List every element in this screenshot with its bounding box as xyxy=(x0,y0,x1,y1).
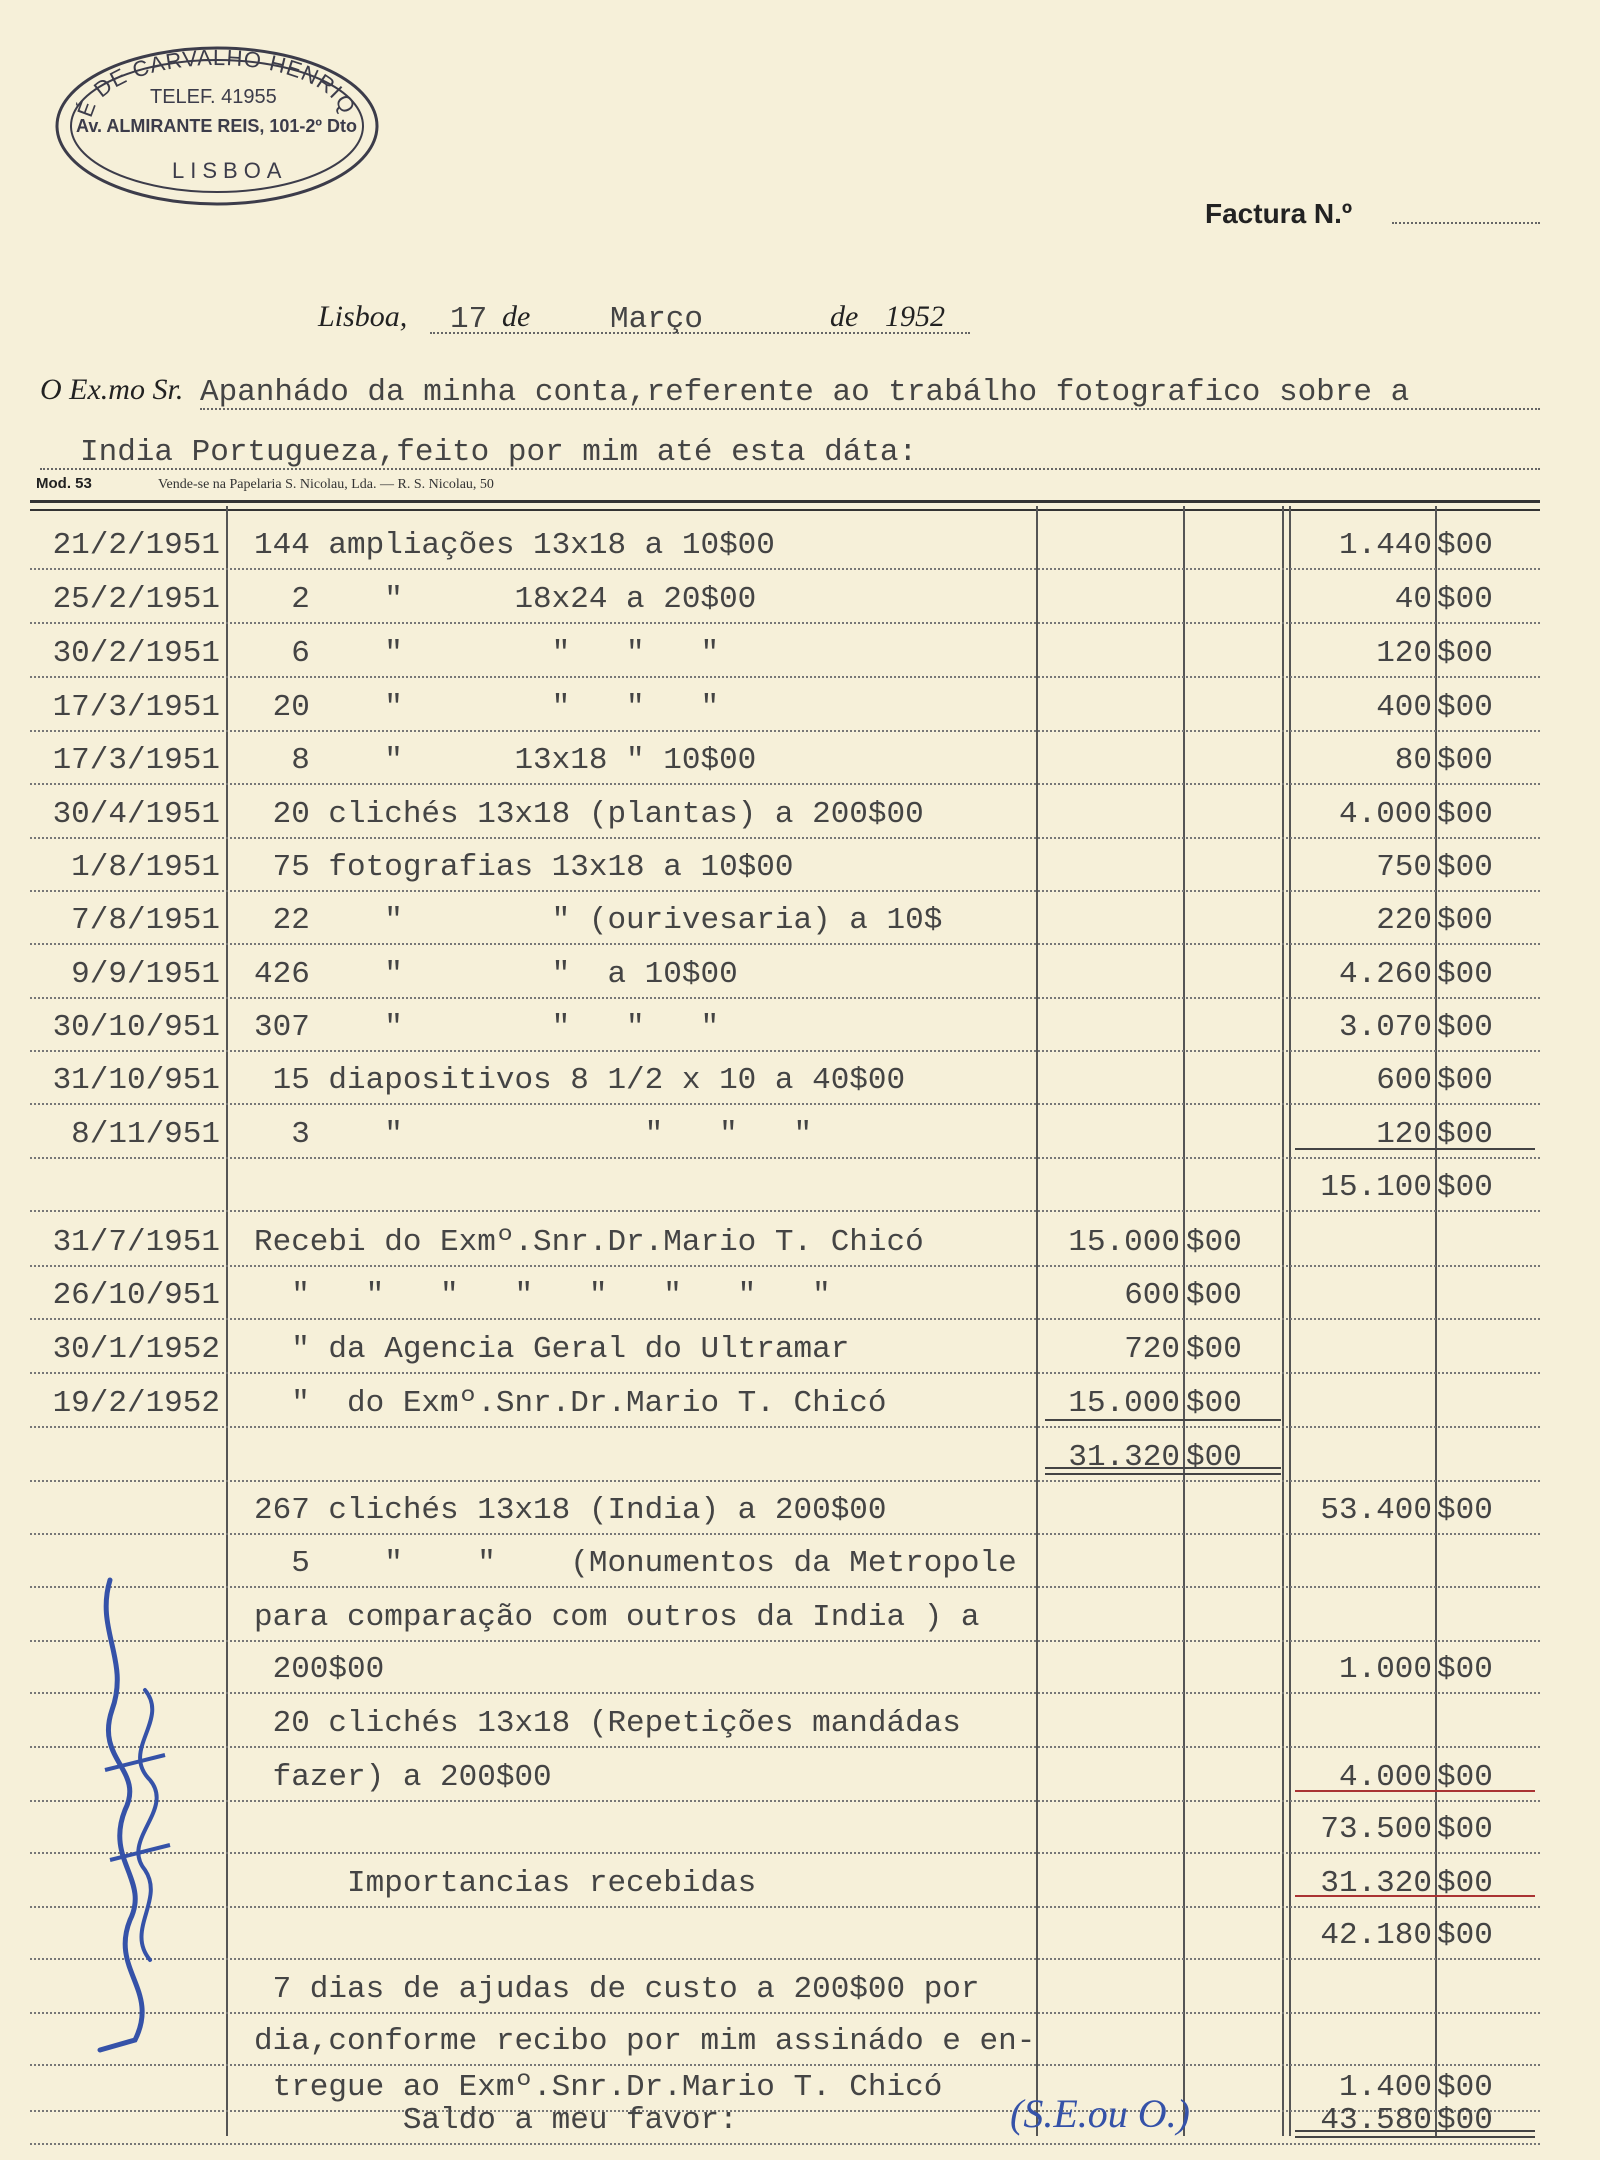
row-rule xyxy=(30,676,1540,678)
row-total-cents: $00 xyxy=(1437,582,1493,617)
date-underline xyxy=(430,332,970,334)
factura-number-line xyxy=(1392,222,1540,224)
row-received-cents: $00 xyxy=(1186,1386,1242,1421)
row-rule xyxy=(30,1958,1540,1960)
received-double-rule xyxy=(1045,1467,1281,1475)
row-date: 31/10/951 xyxy=(52,1063,220,1098)
row-description: Recebi do Exmº.Snr.Dr.Mario T. Chicó xyxy=(254,1225,924,1260)
subtotal-rule-3 xyxy=(1295,1895,1535,1897)
ledger-row xyxy=(0,1866,1600,1916)
row-date: 25/2/1951 xyxy=(52,582,220,617)
date-year: 1952 xyxy=(885,300,945,333)
row-description: 20 " " " " xyxy=(254,690,720,725)
row-received: 600 xyxy=(1124,1278,1180,1313)
stamp-city: LISBOA xyxy=(172,158,288,183)
ledger-row xyxy=(0,1386,1600,1436)
ledger-row xyxy=(0,797,1600,847)
row-total: 40 xyxy=(1394,582,1432,617)
stamp-name-text: É DE CARVALHO HENRIQ xyxy=(72,44,361,121)
row-description: 307 " " " " xyxy=(254,1010,720,1045)
ledger-row xyxy=(0,1652,1600,1702)
ledger-row xyxy=(0,690,1600,740)
row-rule xyxy=(30,837,1540,839)
row-description: 20 clichés 13x18 (plantas) a 200$00 xyxy=(254,797,924,832)
subject-line-1: Apanhádo da minha conta,referente ao trabálho fotografico sobre a xyxy=(200,375,1410,410)
row-description: 3 " " " " xyxy=(254,1117,813,1152)
row-description: Importancias recebidas xyxy=(254,1866,757,1901)
ledger-row xyxy=(0,528,1600,578)
ledger-row xyxy=(0,903,1600,953)
row-total: 4.260 xyxy=(1338,957,1432,992)
row-rule xyxy=(30,890,1540,892)
ledger-row xyxy=(0,1440,1600,1490)
row-total: 3.070 xyxy=(1338,1010,1432,1045)
row-rule xyxy=(30,622,1540,624)
received-rule-1 xyxy=(1045,1419,1281,1421)
row-total: 120 xyxy=(1376,636,1432,671)
row-total-cents: $00 xyxy=(1437,690,1493,725)
factura-label: Factura N.º xyxy=(1205,198,1353,229)
row-description: " da Agencia Geral do Ultramar xyxy=(254,1332,850,1367)
ledger-row xyxy=(0,1972,1600,2022)
row-description: 6 " " " " xyxy=(254,636,720,671)
row-rule xyxy=(30,943,1540,945)
row-total-cents: $00 xyxy=(1437,743,1493,778)
row-total: 31.320 xyxy=(1320,1866,1432,1901)
row-rule xyxy=(30,1103,1540,1105)
row-received: 31.320 xyxy=(1068,1440,1180,1475)
row-date: 30/1/1952 xyxy=(52,1332,220,1367)
row-description: 8 " 13x18 " 10$00 xyxy=(254,743,757,778)
ledger-row xyxy=(0,1117,1600,1167)
row-total-cents: $00 xyxy=(1437,797,1493,832)
row-date: 30/2/1951 xyxy=(52,636,220,671)
row-date: 21/2/1951 xyxy=(52,528,220,563)
row-total-cents: $00 xyxy=(1437,1063,1493,1098)
ledger-row xyxy=(0,582,1600,632)
table-header-rule xyxy=(30,500,1540,511)
row-rule xyxy=(30,2064,1540,2066)
date-day: 17 xyxy=(450,302,488,337)
stamp-phone: TELEF. 41955 xyxy=(150,86,277,108)
ledger-row xyxy=(0,957,1600,1007)
row-total-cents: $00 xyxy=(1437,636,1493,671)
mod-text: Vende-se na Papelaria S. Nicolau, Lda. — R. S. Nicolau, 50 xyxy=(158,477,494,492)
row-description: 2 " 18x24 a 20$00 xyxy=(254,582,757,617)
row-total-cents: $00 xyxy=(1437,2070,1493,2105)
row-received-cents: $00 xyxy=(1186,1278,1242,1313)
row-total-cents: $00 xyxy=(1437,1010,1493,1045)
row-total-cents: $00 xyxy=(1437,1170,1493,1205)
row-total-cents: $00 xyxy=(1437,1117,1493,1152)
row-rule xyxy=(30,1265,1540,1267)
row-date: 9/9/1951 xyxy=(71,957,220,992)
row-rule xyxy=(30,1318,1540,1320)
row-date: 17/3/1951 xyxy=(52,690,220,725)
handwritten-annotation: (S.E.ou O.) xyxy=(1010,2091,1190,2136)
row-date: 26/10/951 xyxy=(52,1278,220,1313)
row-rule xyxy=(30,1800,1540,1802)
row-total: 750 xyxy=(1376,850,1432,885)
date-place: Lisboa, xyxy=(318,300,408,333)
row-total-cents: $00 xyxy=(1437,1866,1493,1901)
handwritten-signature xyxy=(90,1570,180,2060)
row-description: 20 clichés 13x18 (Repetições mandádas xyxy=(254,1706,961,1741)
row-description: fazer) a 200$00 xyxy=(254,1760,552,1795)
row-rule xyxy=(30,1050,1540,1052)
row-rule xyxy=(30,730,1540,732)
row-total-cents: $00 xyxy=(1437,1652,1493,1687)
row-description: 267 clichés 13x18 (India) a 200$00 xyxy=(254,1493,887,1528)
subtotal-rule-1 xyxy=(1295,1148,1535,1150)
row-description: 22 " " (ourivesaria) a 10$ xyxy=(254,903,943,938)
row-rule xyxy=(30,2143,1540,2145)
row-total: 400 xyxy=(1376,690,1432,725)
row-total-cents: $00 xyxy=(1437,850,1493,885)
addressee-label: O Ex.mo Sr. xyxy=(40,373,184,406)
row-description: " do Exmº.Snr.Dr.Mario T. Chicó xyxy=(254,1386,887,1421)
ledger-row xyxy=(0,850,1600,900)
row-description: " " " " " " " " xyxy=(254,1278,831,1313)
row-description: 75 fotografias 13x18 a 10$00 xyxy=(254,850,794,885)
row-date: 30/10/951 xyxy=(52,1010,220,1045)
ledger-row xyxy=(0,1170,1600,1220)
ledger-row xyxy=(0,1493,1600,1543)
ledger-row xyxy=(0,743,1600,793)
row-total-cents: $00 xyxy=(1437,528,1493,563)
ledger-row xyxy=(0,1063,1600,1113)
ledger-row xyxy=(0,1812,1600,1862)
ledger-row xyxy=(0,1760,1600,1810)
row-description: 15 diapositivos 8 1/2 x 10 a 40$00 xyxy=(254,1063,906,1098)
row-total: 600 xyxy=(1376,1063,1432,1098)
row-description: tregue ao Exmº.Snr.Dr.Mario T. Chicó xyxy=(254,2070,943,2105)
row-total: 43.580 xyxy=(1320,2103,1432,2138)
row-description: dia,conforme recibo por mim assinádo e en- xyxy=(254,2024,1036,2059)
row-description: para comparação com outros da India ) a xyxy=(254,1600,980,1635)
row-received: 15.000 xyxy=(1068,1386,1180,1421)
ledger-row xyxy=(0,2103,1600,2153)
stamp-address: Av. ALMIRANTE REIS, 101-2º Dto xyxy=(76,116,357,136)
ledger-row xyxy=(0,636,1600,686)
date-de-1: de xyxy=(502,300,531,333)
row-description: 200$00 xyxy=(254,1652,385,1687)
ledger-row xyxy=(0,1546,1600,1596)
row-date: 8/11/951 xyxy=(71,1117,220,1152)
row-rule xyxy=(30,1210,1540,1212)
ledger-row xyxy=(0,1332,1600,1382)
ledger-row xyxy=(0,1706,1600,1756)
row-date: 17/3/1951 xyxy=(52,743,220,778)
row-date: 30/4/1951 xyxy=(52,797,220,832)
row-received-cents: $00 xyxy=(1186,1440,1242,1475)
row-rule xyxy=(30,1746,1540,1748)
row-total: 4.000 xyxy=(1338,797,1432,832)
subject-underline-2 xyxy=(40,468,1540,470)
row-description: 426 " " a 10$00 xyxy=(254,957,738,992)
row-total: 15.100 xyxy=(1320,1170,1432,1205)
row-total-cents: $00 xyxy=(1437,1760,1493,1795)
row-description: Saldo a meu favor: xyxy=(254,2103,738,2138)
row-date: 19/2/1952 xyxy=(52,1386,220,1421)
row-rule xyxy=(30,997,1540,999)
row-description: 144 ampliações 13x18 a 10$00 xyxy=(254,528,775,563)
row-total: 4.000 xyxy=(1338,1760,1432,1795)
row-received: 720 xyxy=(1124,1332,1180,1367)
row-rule xyxy=(30,1852,1540,1854)
subtotal-rule-2 xyxy=(1295,1790,1535,1792)
row-date: 31/7/1951 xyxy=(52,1225,220,1260)
row-total: 1.400 xyxy=(1338,2070,1432,2105)
ledger-row xyxy=(0,2024,1600,2074)
row-received-cents: $00 xyxy=(1186,1225,1242,1260)
subject-underline-1 xyxy=(200,408,1540,410)
subject-line-2: India Portugueza,feito por mim até esta dáta: xyxy=(80,435,918,470)
row-total-cents: $00 xyxy=(1437,1918,1493,1953)
row-rule xyxy=(30,568,1540,570)
final-double-rule xyxy=(1295,2130,1535,2138)
row-rule xyxy=(30,1157,1540,1159)
row-total-cents: $00 xyxy=(1437,957,1493,992)
ledger-row xyxy=(0,1918,1600,1968)
row-total: 120 xyxy=(1376,1117,1432,1152)
row-total: 220 xyxy=(1376,903,1432,938)
row-rule xyxy=(30,2012,1540,2014)
row-rule xyxy=(30,1586,1540,1588)
row-rule xyxy=(30,1372,1540,1374)
row-total: 42.180 xyxy=(1320,1918,1432,1953)
mod-label: Mod. 53 xyxy=(36,475,92,492)
company-stamp xyxy=(52,40,382,210)
row-rule xyxy=(30,1533,1540,1535)
row-total: 1.440 xyxy=(1338,528,1432,563)
row-total: 53.400 xyxy=(1320,1493,1432,1528)
row-total-cents: $00 xyxy=(1437,1812,1493,1847)
row-total-cents: $00 xyxy=(1437,903,1493,938)
row-rule xyxy=(30,1692,1540,1694)
row-total: 1.000 xyxy=(1338,1652,1432,1687)
date-month: Março xyxy=(610,302,704,337)
row-received: 15.000 xyxy=(1068,1225,1180,1260)
row-rule xyxy=(30,1426,1540,1428)
row-total-cents: $00 xyxy=(1437,1493,1493,1528)
date-de-2: de xyxy=(830,300,859,333)
row-total: 80 xyxy=(1394,743,1432,778)
row-description: 7 dias de ajudas de custo a 200$00 por xyxy=(254,1972,980,2007)
row-rule xyxy=(30,783,1540,785)
row-rule xyxy=(30,1640,1540,1642)
row-total-cents: $00 xyxy=(1437,2103,1493,2138)
row-description: 5 " " (Monumentos da Metropole xyxy=(254,1546,1017,1581)
row-date: 7/8/1951 xyxy=(71,903,220,938)
row-rule xyxy=(30,1480,1540,1482)
ledger-row xyxy=(0,1010,1600,1060)
row-date: 1/8/1951 xyxy=(71,850,220,885)
row-rule xyxy=(30,1906,1540,1908)
row-total: 73.500 xyxy=(1320,1812,1432,1847)
ledger-row xyxy=(0,1600,1600,1650)
ledger-row xyxy=(0,1225,1600,1275)
row-received-cents: $00 xyxy=(1186,1332,1242,1367)
ledger-row xyxy=(0,1278,1600,1328)
